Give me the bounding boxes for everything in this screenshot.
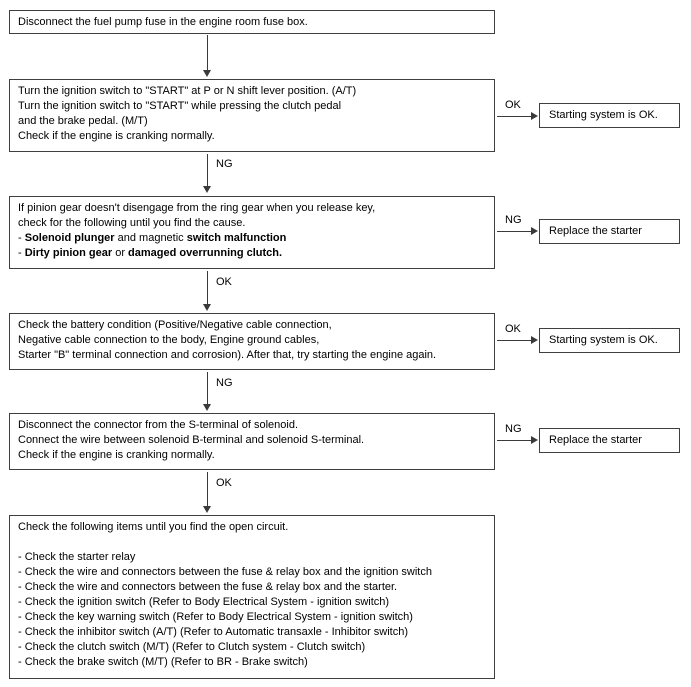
- result-box: Starting system is OK.: [539, 328, 680, 353]
- step-2-text: Turn the ignition switch to "START" at P or N shift lever position. (A/T): [18, 85, 357, 97]
- step-2-text: Check if the engine is cranking normally.: [18, 130, 215, 142]
- down-arrow-5: [203, 472, 212, 513]
- arrow-head-icon: [203, 304, 211, 311]
- down-arrow-2: [203, 154, 212, 193]
- branch-label: NG: [505, 214, 522, 226]
- arrow-head-icon: [531, 336, 538, 344]
- arrow-line: [497, 340, 532, 341]
- step-box-5: [9, 413, 495, 470]
- right-arrow-3: [497, 336, 538, 345]
- result-box: Replace the starter: [539, 219, 680, 244]
- result-box: Replace the starter: [539, 428, 680, 453]
- step-3-text: - Dirty pinion gear or damaged overrunning clutch.: [18, 247, 283, 259]
- step-3-text: If pinion gear doesn't disengage from the ring gear when you release key,: [18, 202, 376, 214]
- step-6-text: - Check the wire and connectors between the fuse & relay box and the ignition switch: [18, 566, 432, 578]
- step-3-text: check for the following until you find the cause.: [18, 217, 246, 229]
- down-arrow-4: [203, 372, 212, 411]
- connector-label: NG: [216, 377, 233, 389]
- step-4-text: Check the battery condition (Positive/Negative cable connection,: [18, 319, 332, 331]
- arrow-head-icon: [531, 112, 538, 120]
- step-4-text: Negative cable connection to the body, Engine ground cables,: [18, 334, 320, 346]
- right-arrow-1: [497, 112, 538, 121]
- step-5-text: Disconnect the connector from the S-terminal of solenoid.: [18, 419, 299, 431]
- step-5-text: Connect the wire between solenoid B-terminal and solenoid S-terminal.: [18, 434, 365, 446]
- branch-label: OK: [505, 323, 521, 335]
- right-arrow-4: [497, 436, 538, 445]
- arrow-head-icon: [531, 436, 538, 444]
- step-6-blank-line: [18, 535, 486, 550]
- step-2-text: and the brake pedal. (M/T): [18, 115, 148, 127]
- arrow-line: [207, 154, 208, 187]
- arrow-head-icon: [203, 186, 211, 193]
- step-6-text: - Check the wire and connectors between the fuse & relay box and the starter.: [18, 581, 398, 593]
- arrow-head-icon: [203, 404, 211, 411]
- arrow-line: [207, 472, 208, 507]
- step-box-6: [9, 515, 495, 679]
- step-6-text: - Check the starter relay: [18, 551, 136, 563]
- arrow-line: [497, 231, 532, 232]
- down-arrow-1: [203, 35, 212, 77]
- step-6-text: - Check the brake switch (M/T) (Refer to BR - Brake switch): [18, 656, 308, 668]
- step-box-4: [9, 313, 495, 370]
- step-6-text: Check the following items until you find the open circuit.: [18, 521, 289, 533]
- arrow-line: [207, 35, 208, 71]
- branch-label: NG: [505, 423, 522, 435]
- connector-label: NG: [216, 158, 233, 170]
- step-6-text: - Check the clutch switch (M/T) (Refer to Clutch system - Clutch switch): [18, 641, 366, 653]
- step-1-text: Disconnect the fuel pump fuse in the engine room fuse box.: [18, 16, 308, 28]
- arrow-head-icon: [531, 227, 538, 235]
- connector-label: OK: [216, 477, 232, 489]
- arrow-head-icon: [203, 506, 211, 513]
- arrow-line: [497, 440, 532, 441]
- step-5-text: Check if the engine is cranking normally.: [18, 449, 215, 461]
- step-2-text: Turn the ignition switch to "START" while pressing the clutch pedal: [18, 100, 342, 112]
- right-arrow-2: [497, 227, 538, 236]
- step-6-text: - Check the inhibitor switch (A/T) (Refer to Automatic transaxle - Inhibitor switch): [18, 626, 409, 638]
- step-4-text: Starter "B" terminal connection and corrosion). After that, try starting the engine again.: [18, 349, 437, 361]
- step-3-text: - Solenoid plunger and magnetic switch malfunction: [18, 232, 287, 244]
- step-box-3: [9, 196, 495, 269]
- arrow-line: [207, 271, 208, 305]
- result-box: Starting system is OK.: [539, 103, 680, 128]
- step-box-2: [9, 79, 495, 152]
- arrow-line: [207, 372, 208, 405]
- step-box-1: [9, 10, 495, 34]
- connector-label: OK: [216, 276, 232, 288]
- step-6-text: - Check the ignition switch (Refer to Body Electrical System - ignition switch): [18, 596, 390, 608]
- arrow-line: [497, 116, 532, 117]
- down-arrow-3: [203, 271, 212, 311]
- step-6-text: - Check the key warning switch (Refer to Body Electrical System - ignition switch): [18, 611, 413, 623]
- branch-label: OK: [505, 99, 521, 111]
- arrow-head-icon: [203, 70, 211, 77]
